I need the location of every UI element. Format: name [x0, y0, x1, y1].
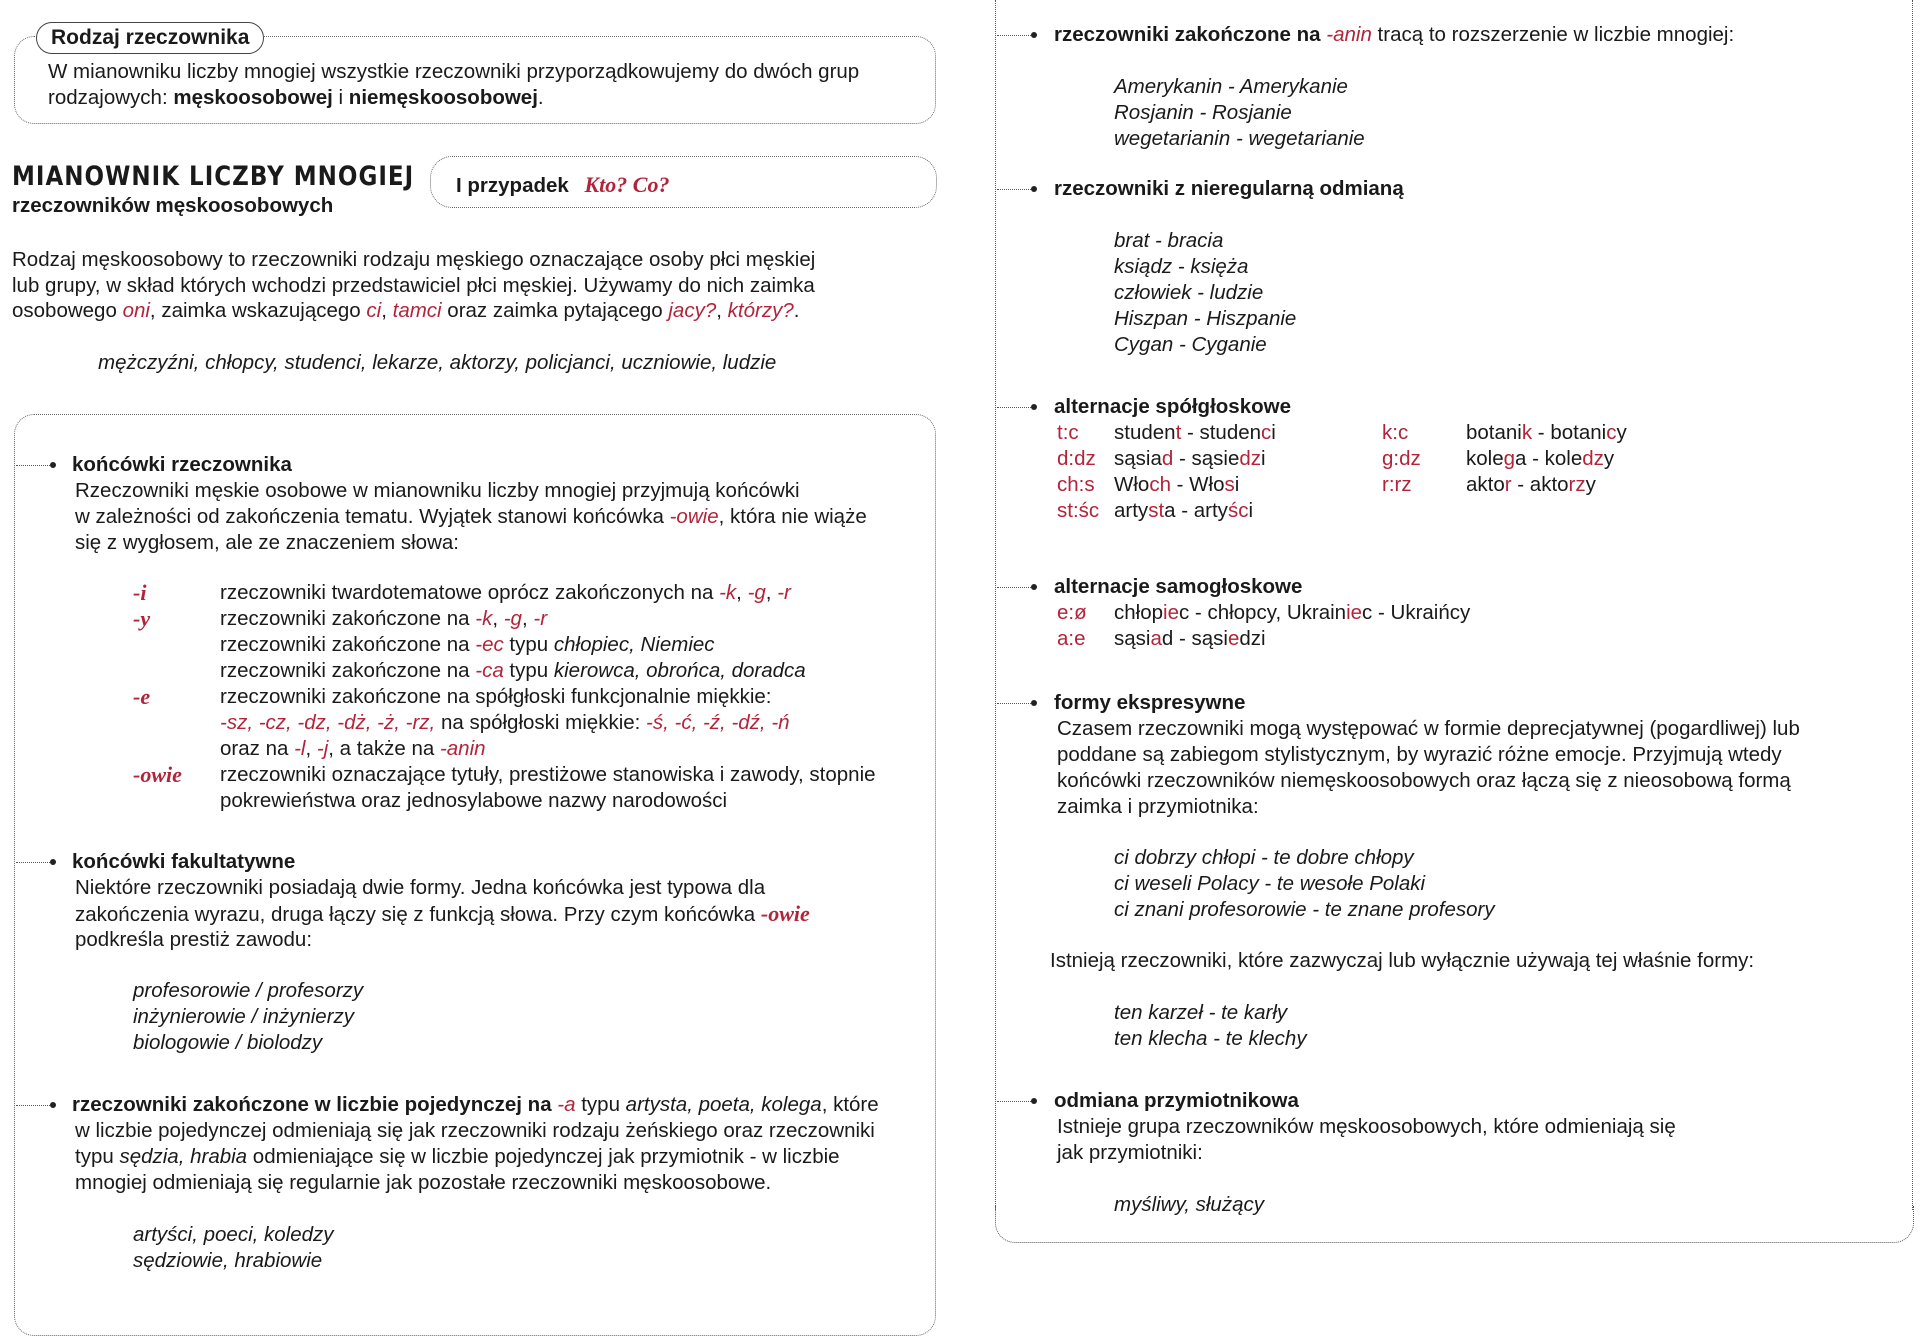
ending-rule-4: rzeczowniki zakończone na -ca typu kierowca, obrońca, doradca: [220, 659, 806, 682]
consonant-heading: alternacje spółgłoskowe: [1054, 395, 1291, 418]
bullet: [1031, 584, 1037, 590]
bullet: [1031, 700, 1037, 706]
consonant-word-4: artysta - artyści: [1114, 499, 1253, 522]
bullet: [1031, 32, 1037, 38]
intro-text-line1: W mianowniku liczby mnogiej wszystkie rzeczowniki przyporządkowujemy do dwóch grup: [48, 60, 860, 83]
consonant-alt-4: st:śc: [1057, 499, 1100, 522]
irregular-example-5: Cygan - Cyganie: [1114, 333, 1267, 356]
ending-rule-6: -sz, -cz, -dz, -dż, -ż, -rz, na spółgłoski miękkie: -ś, -ć, -ź, -dź, -ń: [220, 711, 790, 734]
a-nouns-heading: rzeczowniki zakończone w liczbie pojedynczej na -a typu artysta, poeta, kolega, które: [72, 1093, 879, 1116]
expressive-example-2: ci weseli Polacy - te wesołe Polaki: [1114, 872, 1426, 895]
ending-rule-1: rzeczowniki twardotematowe oprócz zakończonych na -k, -g, -r: [220, 581, 791, 604]
optional-heading: końcówki fakultatywne: [72, 850, 296, 873]
expressive-p1: Czasem rzeczowniki mogą występować w formie deprecjatywnej (pogardliwej) lub: [1057, 717, 1800, 740]
ending-rule-3: rzeczowniki zakończone na -ec typu chłopiec, Niemiec: [220, 633, 715, 656]
definition-line1: Rodzaj męskoosobowy to rzeczowniki rodzaju męskiego oznaczające osoby płci męskiej: [12, 248, 816, 271]
endings-p1: Rzeczowniki męskie osobowe w mianowniku liczby mnogiej przyjmują końcówki: [75, 479, 800, 502]
optional-p1: Niektóre rzeczowniki posiadają dwie formy. Jedna końcówka jest typowa dla: [75, 876, 766, 899]
expressive-example-5: ten klecha - te klechy: [1114, 1027, 1307, 1050]
ending-rule-7: oraz na -l, -j, a także na -anin: [220, 737, 486, 760]
expressive-heading: formy ekspresywne: [1054, 691, 1246, 714]
irregular-example-4: Hiszpan - Hiszpanie: [1114, 307, 1297, 330]
definition-examples: mężczyźni, chłopcy, studenci, lekarze, aktorzy, policjanci, uczniowie, ludzie: [98, 351, 777, 374]
expressive-example-4: ten karzeł - te karły: [1114, 1001, 1288, 1024]
ending-i: -i: [133, 580, 147, 605]
optional-example-3: biologowie / biolodzy: [133, 1031, 323, 1054]
ending-rule-5: rzeczowniki zakończone na spółgłoski funkcjonalnie miękkie:: [220, 685, 772, 708]
expressive-p4: zaimka i przymiotnika:: [1057, 795, 1259, 818]
vowel-alt-1: e:ø: [1057, 601, 1087, 624]
ending-rule-8: rzeczowniki oznaczające tytuły, prestiżowe stanowiska i zawody, stopnie: [220, 763, 876, 786]
adjectival-p1: Istnieje grupa rzeczowników męskoosobowych, które odmieniają się: [1057, 1115, 1676, 1138]
bullet: [1031, 186, 1037, 192]
anin-heading: rzeczowniki zakończone na -anin tracą to rozszerzenie w liczbie mnogiej:: [1054, 23, 1735, 46]
optional-example-1: profesorowie / profesorzy: [133, 979, 364, 1002]
a-nouns-p2: typu sędzia, hrabia odmieniające się w liczbie pojedynczej jak przymiotnik - w liczbie: [75, 1145, 840, 1168]
consonant-alt-7: r:rz: [1382, 473, 1412, 496]
consonant-word-5: botanik - botanicy: [1466, 421, 1627, 444]
intro-text-line2: rodzajowych: męskoosobowej i niemęskoosobowej.: [48, 86, 544, 109]
right-column-rule-right: [1912, 0, 1913, 1210]
adjectival-p2: jak przymiotniki:: [1057, 1141, 1203, 1164]
consonant-alt-1: t:c: [1057, 421, 1079, 444]
adjectival-heading: odmiana przymiotnikowa: [1054, 1089, 1299, 1112]
adjectival-example: myśliwy, służący: [1114, 1193, 1264, 1216]
bullet: [1031, 404, 1037, 410]
consonant-alt-2: d:dz: [1057, 447, 1096, 470]
consonant-word-2: sąsiad - sąsiedzi: [1114, 447, 1266, 470]
a-nouns-example-2: sędziowie, hrabiowie: [133, 1249, 323, 1272]
anin-example-3: wegetarianin - wegetarianie: [1114, 127, 1365, 150]
a-nouns-p1: w liczbie pojedynczej odmieniają się jak rzeczowniki rodzaju żeńskiego oraz rzeczowniki: [75, 1119, 875, 1142]
right-column-rule: [995, 0, 996, 1210]
case-question: Kto? Co?: [584, 172, 670, 197]
consonant-word-3: Włoch - Włosi: [1114, 473, 1240, 496]
ending-y: -y: [133, 606, 151, 631]
bullet: [1031, 1098, 1037, 1104]
section-title: MIANOWNIK LICZBY MNOGIEJ: [12, 162, 415, 192]
optional-p3: podkreśla prestiż zawodu:: [75, 928, 313, 951]
optional-example-2: inżynierowie / inżynierzy: [133, 1005, 355, 1028]
a-nouns-p3: mnogiej odmieniają się regularnie jak pozostałe rzeczowniki męskoosobowe.: [75, 1171, 772, 1194]
vowel-word-2: sąsiad - sąsiedzi: [1114, 627, 1266, 650]
vowel-heading: alternacje samogłoskowe: [1054, 575, 1303, 598]
ending-rule-9: pokrewieństwa oraz jednosylabowe nazwy narodowości: [220, 789, 728, 812]
consonant-alt-5: k:c: [1382, 421, 1409, 444]
anin-example-1: Amerykanin - Amerykanie: [1114, 75, 1348, 98]
anin-example-2: Rosjanin - Rosjanie: [1114, 101, 1292, 124]
a-nouns-example-1: artyści, poeci, koledzy: [133, 1223, 334, 1246]
expressive-example-3: ci znani profesorowie - te znane profesory: [1114, 898, 1495, 921]
ending-rule-2: rzeczowniki zakończone na -k, -g, -r: [220, 607, 548, 630]
definition-line3: osobowego oni, zaimka wskazującego ci, tamci oraz zaimka pytającego jacy?, którzy?.: [12, 299, 800, 322]
consonant-word-1: student - studenci: [1114, 421, 1276, 444]
expressive-p3: końcówki rzeczowników niemęskoosobowych oraz łączą się z nieosobową formą: [1057, 769, 1791, 792]
vowel-alt-2: a:e: [1057, 627, 1086, 650]
definition-line2: lub grupy, w skład których wchodzi przedstawiciel płci męskiej. Używamy do nich zaimka: [12, 274, 815, 297]
endings-p3: się z wygłosem, ale ze znaczeniem słowa:: [75, 531, 459, 554]
irregular-heading: rzeczowniki z nieregularną odmianą: [1054, 177, 1404, 200]
bullet: [50, 1102, 56, 1108]
ending-e: -e: [133, 684, 151, 709]
expressive-p5: Istnieją rzeczowniki, które zazwyczaj lub wyłącznie używają tej właśnie formy:: [1050, 949, 1755, 972]
irregular-example-3: człowiek - ludzie: [1114, 281, 1264, 304]
optional-p2: zakończenia wyrazu, druga łączy się z funkcją słowa. Przy czym końcówka -owie: [75, 901, 810, 926]
consonant-alt-3: ch:s: [1057, 473, 1095, 496]
consonant-word-7: aktor - aktorzy: [1466, 473, 1596, 496]
bullet: [50, 859, 56, 865]
expressive-p2: poddane są zabiegom stylistycznym, by wyrazić różne emocje. Przyjmują wtedy: [1057, 743, 1782, 766]
consonant-word-6: kolega - koledzy: [1466, 447, 1615, 470]
intro-box-label: Rodzaj rzeczownika: [36, 22, 264, 54]
case-label: I przypadek Kto? Co?: [456, 172, 670, 197]
section-subtitle: rzeczowników męskoosobowych: [12, 194, 334, 217]
consonant-alt-6: g:dz: [1382, 447, 1421, 470]
endings-p2: w zależności od zakończenia tematu. Wyjątek stanowi końcówka -owie, która nie wiąże: [75, 505, 867, 528]
ending-owie: -owie: [133, 762, 182, 787]
irregular-example-1: brat - bracia: [1114, 229, 1224, 252]
bullet: [50, 462, 56, 468]
irregular-example-2: ksiądz - księża: [1114, 255, 1249, 278]
endings-heading: końcówki rzeczownika: [72, 453, 292, 476]
expressive-example-1: ci dobrzy chłopi - te dobre chłopy: [1114, 846, 1414, 869]
vowel-word-1: chłopiec - chłopcy, Ukrainiec - Ukraińcy: [1114, 601, 1471, 624]
